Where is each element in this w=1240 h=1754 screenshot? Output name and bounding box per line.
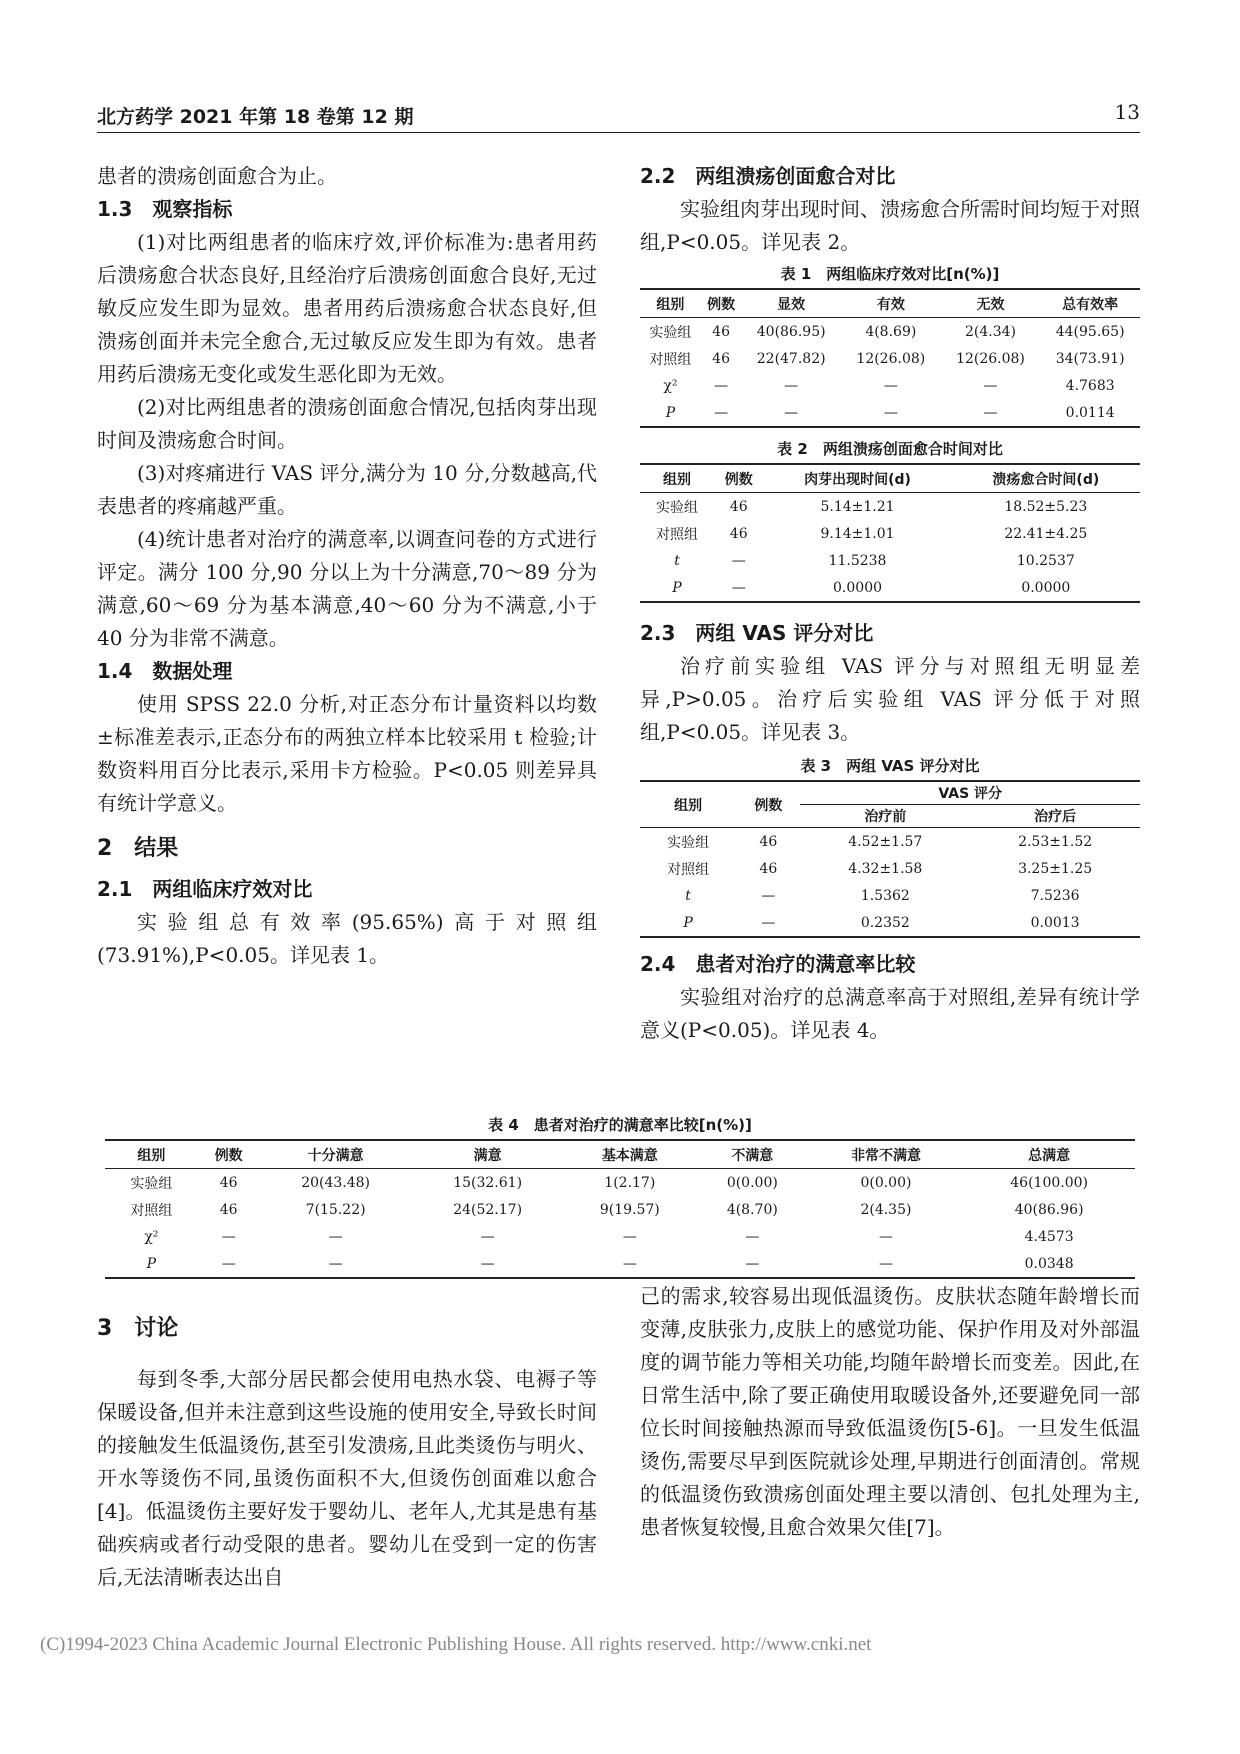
discussion-right: [640, 1280, 1140, 1544]
table-cell: 40(86.95): [756, 323, 826, 340]
table4: [105, 1139, 1135, 1279]
table3: [640, 780, 1140, 938]
table-header: 无效: [941, 289, 1041, 318]
table-row: [640, 828, 1140, 856]
table-header: 组别: [640, 289, 701, 318]
table-cell: 7(15.22): [305, 1201, 366, 1218]
table-cell: 12(26.08): [856, 350, 926, 367]
table-cell: 0.0348: [1024, 1255, 1074, 1272]
table-header: 例数: [198, 1140, 260, 1169]
table-header: 例数: [714, 464, 763, 493]
table-cell: 34(73.91): [1055, 350, 1125, 367]
table-cell: 7.5236: [1030, 887, 1080, 904]
table-cell: 46: [219, 1201, 238, 1218]
table2-caption: 表 2 两组溃疡创面愈合时间对比: [777, 440, 1003, 458]
table-cell: —: [714, 377, 729, 394]
table-cell: 2(4.34): [964, 323, 1016, 340]
table-cell: 0.0000: [1021, 579, 1071, 596]
table-cell: 对照组: [656, 526, 699, 543]
table-header: 非常不满意: [809, 1140, 964, 1169]
table1: [640, 288, 1140, 428]
paragraph: 己的需求,较容易出现低温烫伤。皮肤状态随年龄增长而变薄,皮肤张力,皮肤上的感觉功能、保护作用及对外部温度的调节能力等相关功能,均随年龄增长而变差。因此,在日常生活中,除了要正确使用取暖设备外,还要避免同一部位长时间接触热源而导致低温烫伤[5-6]。一旦发生低温烫伤,需要尽早到医院就诊处理,早期进行创面清创。常规的低温烫伤致溃疡创面处理主要以清创、包扎处理为主,患者恢复较慢,且愈合效果欠佳[7]。: [640, 1284, 1140, 1539]
table-row: [640, 399, 1140, 427]
table-cell: 10.2537: [1016, 552, 1075, 569]
table-cell: 4.7683: [1065, 377, 1115, 394]
table-cell: 5.14±1.21: [820, 498, 895, 515]
table-cell: 46: [219, 1174, 238, 1191]
table-header: 例数: [701, 289, 742, 318]
table-row: [640, 855, 1140, 882]
table-cell: 15(32.61): [453, 1174, 523, 1191]
table-cell: 4.4573: [1024, 1228, 1074, 1245]
table-header: 基本满意: [564, 1140, 696, 1169]
table-row: [640, 574, 1140, 602]
paragraph: 实验组总有效率(95.65%)高于对照组(73.91%),P<0.05。详见表 1。: [97, 910, 597, 967]
table-cell: —: [714, 404, 729, 421]
table-row: [105, 1196, 1135, 1223]
table-cell: —: [221, 1255, 236, 1272]
table-cell: —: [761, 914, 776, 931]
section-heading-2-3: 2.3 两组 VAS 评分对比: [640, 621, 874, 645]
table-cell: χ²: [144, 1228, 159, 1245]
table-cell: 9.14±1.01: [820, 525, 895, 542]
table-cell: 1(2.17): [604, 1174, 656, 1191]
section-heading-2-2: 2.2 两组溃疡创面愈合对比: [640, 164, 896, 188]
table3-caption: 表 3 两组 VAS 评分对比: [800, 757, 980, 775]
table-cell: 4(8.69): [865, 323, 917, 340]
section-heading-2: 2 结果: [97, 836, 179, 861]
table-cell: P: [146, 1255, 157, 1272]
table-row: [105, 1223, 1135, 1250]
table-header: 溃疡愈合时间(d): [952, 464, 1140, 493]
table-cell: 11.5238: [828, 552, 887, 569]
table-cell: 46: [729, 525, 748, 542]
table-cell: —: [784, 377, 799, 394]
table-cell: —: [745, 1255, 760, 1272]
table-cell: 实验组: [130, 1175, 173, 1192]
table-cell: t: [674, 552, 680, 569]
table-cell: 46: [759, 860, 778, 877]
table-cell: —: [878, 1228, 893, 1245]
table-cell: —: [622, 1255, 637, 1272]
paragraph: 患者的溃疡创面愈合为止。: [97, 164, 337, 188]
table-header: 总满意: [963, 1140, 1135, 1169]
section-heading-1-3: 1.3 观察指标: [97, 197, 233, 221]
section-heading-1-4: 1.4 数据处理: [97, 659, 233, 683]
table-cell: —: [731, 579, 746, 596]
table-cell: χ²: [663, 377, 678, 394]
table-cell: 24(52.17): [453, 1201, 523, 1218]
table-cell: 46: [759, 833, 778, 850]
table-cell: 0.0000: [833, 579, 883, 596]
table-cell: 46(100.00): [1010, 1174, 1088, 1191]
table-header: 肉芽出现时间(d): [763, 464, 951, 493]
table-cell: 对照组: [667, 861, 710, 878]
table-cell: 9(19.57): [599, 1201, 660, 1218]
table-cell: —: [883, 377, 898, 394]
table-cell: 20(43.48): [301, 1174, 371, 1191]
table-cell: —: [480, 1228, 495, 1245]
table-cell: —: [328, 1228, 343, 1245]
section-heading-2-4: 2.4 患者对治疗的满意率比较: [640, 952, 916, 976]
table-cell: —: [745, 1228, 760, 1245]
table-cell: —: [983, 377, 998, 394]
table-cell: —: [622, 1228, 637, 1245]
paragraph: 实验组肉芽出现时间、溃疡愈合所需时间均短于对照组,P<0.05。详见表 2。: [640, 197, 1140, 254]
table-row: [640, 909, 1140, 937]
paragraph: (2)对比两组患者的溃疡创面愈合情况,包括肉芽出现时间及溃疡愈合时间。: [97, 395, 597, 452]
table-cell: 0.2352: [860, 914, 910, 931]
table-cell: 实验组: [667, 834, 710, 851]
table-row: [640, 318, 1140, 346]
table-cell: 22(47.82): [756, 350, 826, 367]
left-column: [97, 160, 597, 972]
table-cell: P: [683, 914, 693, 931]
table-cell: 0.0114: [1065, 404, 1115, 421]
table-cell: P: [672, 579, 682, 596]
table-cell: P: [665, 404, 676, 421]
page-number: 13: [1114, 100, 1140, 124]
table2: [640, 463, 1140, 603]
table-row: [105, 1169, 1135, 1197]
table4-caption: 表 4 患者对治疗的满意率比较[n(%)]: [488, 1116, 752, 1134]
table-cell: 46: [729, 498, 748, 515]
table-cell: 40(86.96): [1014, 1201, 1084, 1218]
table-cell: 0(0.00): [860, 1174, 912, 1191]
table-row: [640, 372, 1140, 399]
table-row: [640, 520, 1140, 547]
table-cell: —: [761, 887, 776, 904]
table-header: VAS 评分: [800, 781, 1140, 805]
paragraph: 实验组对治疗的总满意率高于对照组,差异有统计学意义(P<0.05)。详见表 4。: [640, 985, 1140, 1042]
table-header: 组别: [640, 781, 736, 828]
table-cell: —: [784, 404, 799, 421]
table-cell: 对照组: [649, 351, 692, 368]
table1-caption: 表 1 两组临床疗效对比[n(%)]: [780, 265, 1000, 283]
paragraph: (3)对疼痛进行 VAS 评分,满分为 10 分,分数越高,代表患者的疼痛越严重。: [97, 461, 597, 518]
table-cell: —: [328, 1255, 343, 1272]
table-header: 显效: [741, 289, 841, 318]
paragraph: (4)统计患者对治疗的满意率,以调查问卷的方式进行评定。满分 100 分,90 分以上为十分满意,70～89 分为满意,60～69 分为基本满意,40～60 分为不满意,小于 40 分为非常不满意。: [97, 527, 597, 650]
table-cell: —: [983, 404, 998, 421]
journal-title: 北方药学 2021 年第 18 卷第 12 期: [97, 106, 414, 128]
section-heading-3: 3 讨论: [97, 1316, 179, 1341]
table-header: 有效: [841, 289, 941, 318]
table-header: 治疗后: [970, 805, 1140, 828]
table-header: 治疗前: [800, 805, 970, 828]
table-row: [640, 882, 1140, 909]
table-cell: 2(4.35): [860, 1201, 912, 1218]
table-header: 组别: [105, 1140, 198, 1169]
table-cell: 0(0.00): [726, 1174, 778, 1191]
paragraph: 使用 SPSS 22.0 分析,对正态分布计量资料以均数±标准差表示,正态分布的两独立样本比较采用 t 检验;计数资料用百分比表示,采用卡方检验。P<0.05 则差异具有统计学意义。: [97, 692, 597, 815]
paragraph: 每到冬季,大部分居民都会使用电热水袋、电褥子等保暖设备,但并未注意到这些设施的使用安全,导致长时间的接触发生低温烫伤,甚至引发溃疡,且此类烫伤与明火、开水等烫伤不同,虽烫伤面积不大,但烫伤创面难以愈合[4]。低温烫伤主要好发于婴幼儿、老年人,尤其是患有基础疾病或者行动受限的患者。婴幼儿在受到一定的伤害后,无法清晰表达出自: [97, 1367, 597, 1589]
table-row: [640, 345, 1140, 372]
discussion-left: [97, 1312, 597, 1594]
table-header: 满意: [412, 1140, 564, 1169]
table-header: 例数: [736, 781, 800, 828]
table-cell: 4.32±1.58: [848, 860, 923, 877]
table-cell: 4.52±1.57: [848, 833, 923, 850]
copyright-footer: (C)1994-2023 China Academic Journal Electronic Publishing House. All rights reserved. http://www.cnki.net: [40, 1634, 872, 1655]
table-cell: 22.41±4.25: [1004, 525, 1088, 542]
table-cell: 0.0013: [1030, 914, 1080, 931]
table-cell: 4(8.70): [726, 1201, 778, 1218]
table-header: 总有效率: [1040, 289, 1140, 318]
table-cell: 12(26.08): [956, 350, 1025, 367]
table4-block: [105, 1110, 1135, 1279]
table-cell: 44(95.65): [1055, 323, 1125, 340]
table-row: [105, 1250, 1135, 1278]
table-cell: 1.5362: [860, 887, 910, 904]
table-header: 不满意: [696, 1140, 809, 1169]
table-cell: 2.53±1.52: [1018, 833, 1093, 850]
table-row: [640, 547, 1140, 574]
right-column: [640, 160, 1140, 1047]
table-cell: 实验组: [649, 324, 692, 341]
paragraph: (1)对比两组患者的临床疗效,评价标准为:患者用药后溃疡愈合状态良好,且经治疗后溃疡创面愈合良好,无过敏反应发生即为显效。患者用药后溃疡愈合状态良好,但溃疡创面并未完全愈合,无过敏反应发生即为有效。患者用药后溃疡无变化或发生恶化即为无效。: [97, 230, 597, 386]
table-cell: —: [883, 404, 898, 421]
table-cell: t: [685, 887, 691, 904]
table-cell: 46: [712, 323, 730, 340]
table-cell: —: [731, 552, 746, 569]
table-cell: 3.25±1.25: [1018, 860, 1093, 877]
page-header: [97, 92, 1140, 133]
table-cell: —: [878, 1255, 893, 1272]
table-cell: 对照组: [130, 1202, 173, 1219]
table-row: [640, 493, 1140, 521]
table-cell: —: [221, 1228, 236, 1245]
table-cell: 18.52±5.23: [1004, 498, 1088, 515]
table-cell: —: [480, 1255, 495, 1272]
table-cell: 46: [712, 350, 730, 367]
table-cell: 实验组: [656, 499, 699, 516]
paragraph: 治疗前实验组 VAS 评分与对照组无明显差异,P>0.05。治疗后实验组 VAS 评分低于对照组,P<0.05。详见表 3。: [640, 654, 1140, 744]
section-heading-2-1: 2.1 两组临床疗效对比: [97, 877, 313, 901]
table-header: 组别: [640, 464, 714, 493]
table-header: 十分满意: [260, 1140, 412, 1169]
